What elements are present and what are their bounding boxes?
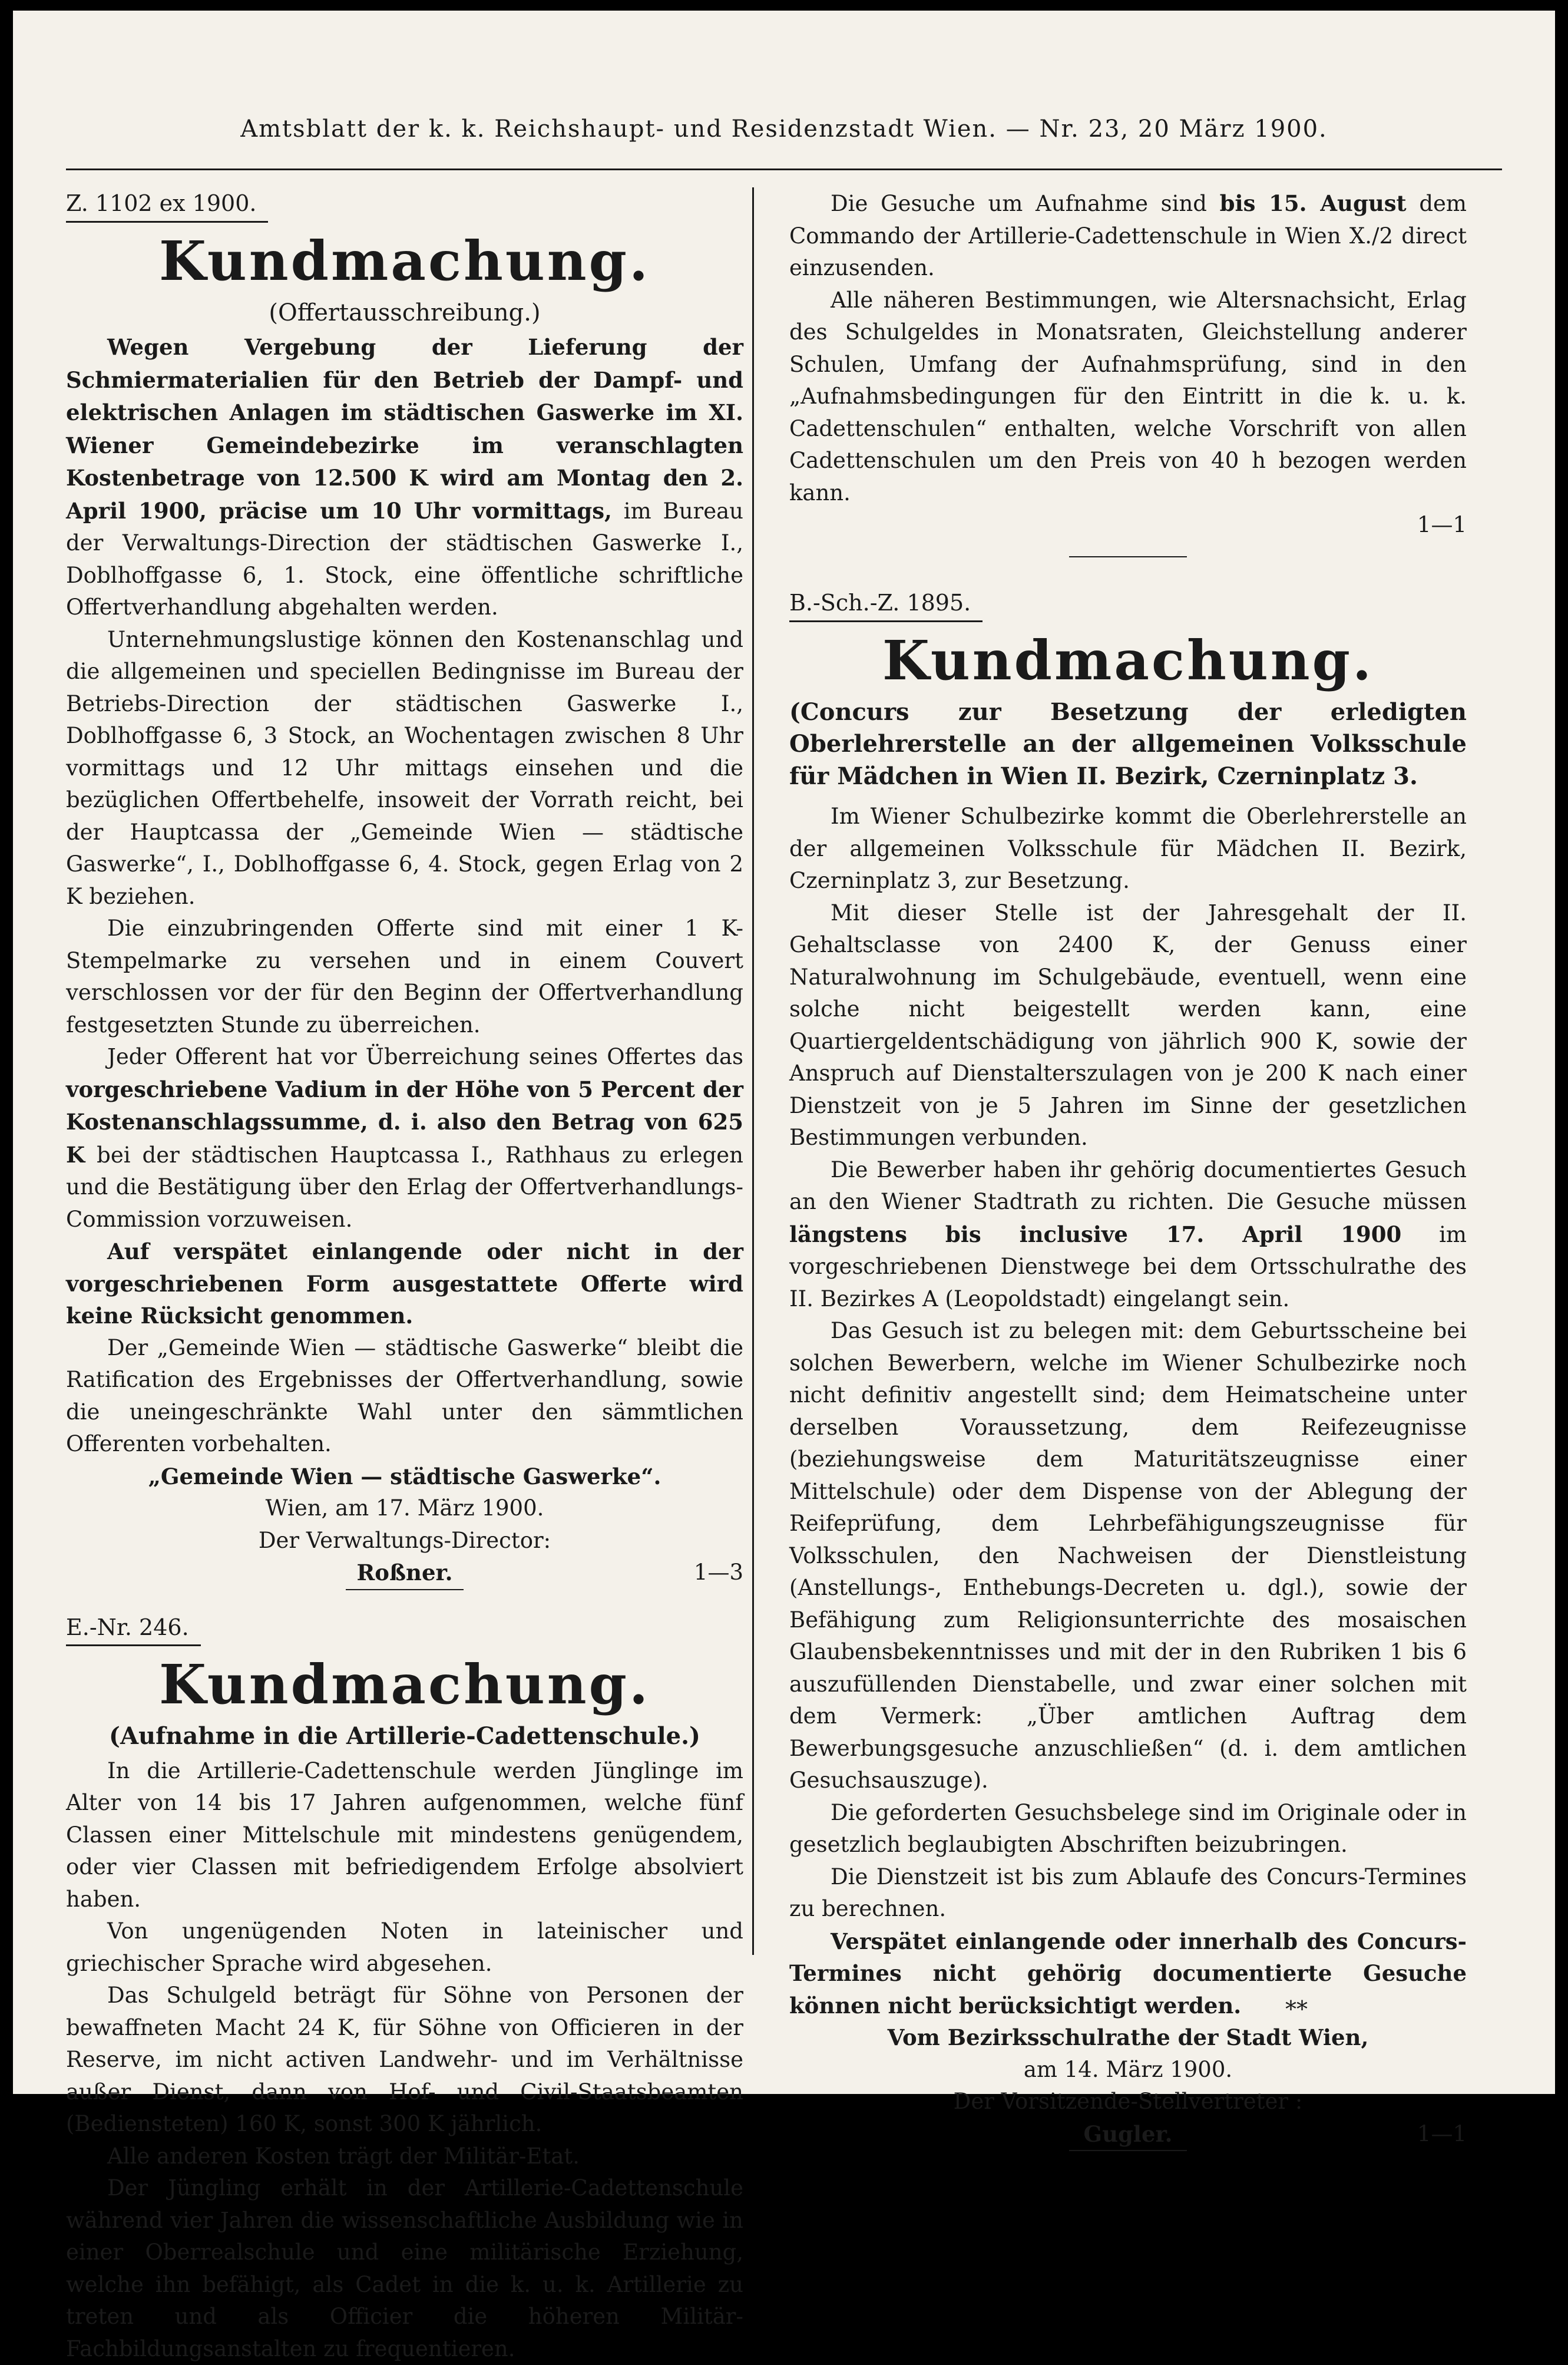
notice3-number: 1—1 [1417, 2120, 1467, 2146]
notice1-paragraph-1: Wegen Vergebung der Lieferung der Schmiermaterialien für den Betrieb der Dampf- und elektrischen Anlagen im städtischen Gaswerke im XI. Wiener Gemeindebezirke im veranschlagten Kostenbetrage von 12.500 K wird am Montag den 2. April 1900, präcise um 10 Uhr vormittags, im Bureau der Verwaltungs-Direction der städtischen Gaswerke I., Doblhoffgasse 6, 1. Stock, eine öffentliche schriftliche Offertverhandlung abgehalten werden. [66, 334, 743, 620]
notice1-paragraph-4: Jeder Offerent hat vor Überreichung seines Offertes das vorgeschriebene Vadium in der Höhe von 5 Percent der Kostenanschlagssumme, d. i. also den Betrag von 625 K bei der städtischen Hauptcassa I., Rathhaus zu erlegen und die Bestätigung über den Erlag der Offertverhandlungs-Commission vorzuweisen. [66, 1044, 743, 1232]
right-column [789, 187, 1467, 2151]
footer-mark: ** [1285, 1996, 1308, 2022]
notice3-paragraph-7: Verspätet einlangende oder innerhalb des Concurs-Termines nicht gehörig documentierte Gesuche können nicht berücksichtigt werden. [789, 1928, 1467, 2019]
notice1-signature [66, 1557, 743, 1589]
notice3-date: am 14. März 1900. [1023, 2056, 1233, 2082]
notice3-reference: B.-Sch.-Z. 1895. [789, 587, 983, 622]
notice2-paragraph-3: Das Schulgeld beträgt für Söhne von Personen der bewaffneten Macht 24 K, für Söhne von Officieren in der Reserve, im nicht activen Landwehr- und im Verhältnisse außer Dienst, dann von Hof- und Civil-Staatsbeamten (Bediensteten) 160 K, sonst 300 K jährlich. [66, 1983, 743, 2136]
notice2-reference: E.-Nr. 246. [66, 1611, 201, 1647]
notice1-closing: „Gemeinde Wien — städtische Gaswerke“. [148, 1463, 661, 1489]
notice1-reference: Z. 1102 ex 1900. [66, 187, 268, 223]
notice3-paragraph-5: Die geforderten Gesuchsbelege sind im Originale oder in gesetzlich beglaubigten Abschriften beizubringen. [789, 1799, 1467, 1857]
notice3-signer-role: Der Vorsitzende-Stellvertreter : [953, 2089, 1303, 2114]
notice3-signer: Gugler. [1083, 2120, 1173, 2147]
notice2-end-rule [1069, 556, 1187, 557]
notice1-paragraph-3: Die einzubringenden Offerte sind mit einer 1 K-Stempelmarke zu versehen und in einem Couvert verschlossen vor der für den Beginn der Offertverhandlung festgesetzten Stunde zu überreichen. [66, 916, 743, 1038]
notice2-signature [789, 509, 1467, 541]
notice2-subtitle: (Aufnahme in die Artillerie-Cadettenschule.) [109, 1722, 700, 1750]
notice1-signer-role: Der Verwaltungs-Director: [258, 1527, 551, 1553]
notice2-title: Kundmachung. [158, 1653, 651, 1716]
notice1-signer: Roßner. [356, 1560, 453, 1586]
notice2-number: 1—1 [1417, 512, 1467, 537]
column-divider [752, 187, 754, 1955]
notice2-paragraph-6: Die Gesuche um Aufnahme sind bis 15. August dem Commando der Artillerie-Cadettenschule in Wien X./2 direct einzusenden. [789, 190, 1467, 280]
page-header: Amtsblatt der k. k. Reichshaupt- und Residenzstadt Wien. — Nr. 23, 20 März 1900. [240, 115, 1328, 143]
notice3-paragraph-2: Mit dieser Stelle ist der Jahresgehalt der II. Gehaltsclasse von 2400 K, der Genuss einer Naturalwohnung im Schulgebäude, eventuell, wenn eine solche nicht beigestellt werden kann, eine Quartiergeldentschädigung von jährlich 900 K, sowie der Anspruch auf Dienstalterszulagen von je 200 K nach einer Dienstzeit von je 5 Jahren im Sinne der gesetzlichen Bestimmungen verbunden. [789, 900, 1467, 1150]
notice3-paragraph-4: Das Gesuch ist zu belegen mit: dem Geburtsscheine bei solchen Bewerbern, welche im Wiener Schulbezirke noch nicht definitiv angestellt sind; dem Heimatscheine unter derselben Voraussetzung, dem Reifezeugnisse (beziehungsweise dem Maturitätszeugnisse einer Mittelschule) oder dem Dispense von der Ablegung der Reifeprüfung, dem Lehrbefähigungszeugnisse für Volksschulen, den Nachweisen der Dienstleistung (Anstellungs-, Enthebungs-Decreten u. dgl.), sowie der Befähigung zum Religionsunterrichte des mosaischen Glaubensbekenntnisses und mit der in den Rubriken 1 bis 6 auszufüllenden Dienstabelle, und zwar einer solchen mit dem Vermerk: „Über amtlichen Auftrag dem Bewerbungsgesuche anzuschließen“ (d. i. dem amtlichen Gesuchsauszuge). [789, 1318, 1467, 1793]
newspaper-page [13, 11, 1555, 2361]
notice1-place-date: Wien, am 17. März 1900. [265, 1495, 544, 1521]
notice3-subtitle: (Concurs zur Besetzung der erledigten Oberlehrerstelle an der allgemeinen Volksschule für Mädchen in Wien II. Bezirk, Czerninplatz 3. [789, 698, 1467, 790]
header-rule [66, 169, 1502, 170]
notice3-signature [789, 2118, 1467, 2151]
notice3-paragraph-6: Die Dienstzeit ist bis zum Ablaufe des Concurs-Termines zu berechnen. [789, 1864, 1467, 1921]
notice3-paragraph-1: Im Wiener Schulbezirke kommt die Oberlehrerstelle an der allgemeinen Volksschule für Mädchen II. Bezirk, Czerninplatz 3, zur Besetzung. [789, 804, 1467, 893]
notice3-paragraph-3: Die Bewerber haben ihr gehörig documentiertes Gesuch an den Wiener Stadtrath zu richten. Die Gesuche müssen längstens bis inclusive 17. April 1900 im vorgeschriebenen Dienstwege bei dem Ortsschulrathe des II. Bezirkes A (Leopoldstadt) eingelangt sein. [789, 1157, 1467, 1312]
notice2-paragraph-1: In die Artillerie-Cadettenschule werden Jünglinge im Alter von 14 bis 17 Jahren aufgenommen, welche fünf Classen einer Mittelschule mit mindestens genügendem, oder vier Classen mit befriedigendem Erfolge absolviert haben. [66, 1758, 743, 1912]
notice1-subtitle: (Offertausschreibung.) [269, 299, 541, 326]
notice2-paragraph-7: Alle näheren Bestimmungen, wie Altersnachsicht, Erlag des Schulgeldes in Monatsraten, Gleichstellung anderer Schulen, Umfang der Aufnahmsprüfung, sind in den „Aufnahmsbedingungen für den Eintritt in die k. u. k. Cadettenschulen“ enthalten, welche Vorschrift von allen Cadettenschulen um den Preis von 40 h bezogen werden kann. [789, 287, 1467, 506]
notice1-title: Kundmachung. [158, 229, 651, 293]
left-column [66, 187, 743, 2365]
notice1-paragraph-6: Der „Gemeinde Wien — städtische Gaswerke“ bleibt die Ratification des Ergebnisses der Offertverhandlung, sowie die uneingeschränkte Wahl unter den sämmtlichen Offerenten vorbehalten. [66, 1335, 743, 1456]
notice2-paragraph-2: Von ungenügenden Noten in lateinischer und griechischer Sprache wird abgesehen. [66, 1918, 743, 1976]
notice1-paragraph-2: Unternehmungslustige können den Kostenanschlag und die allgemeinen und speciellen Bedingnisse im Bureau der Betriebs-Direction der städtischen Gaswerke I., Doblhoffgasse 6, 3 Stock, an Wochentagen zwischen 8 Uhr vormittags und 12 Uhr mittags einsehen und die bezüglichen Offertbehelfe, insoweit der Vorrath reicht, bei der Hauptcassa der „Gemeinde Wien — städtische Gaswerke“, I., Doblhoffgasse 6, 4. Stock, gegen Erlag von 2 K beziehen. [66, 626, 743, 909]
notice1-paragraph-5: Auf verspätet einlangende oder nicht in der vorgeschriebenen Form ausgestattete Offerte wird keine Rücksicht genommen. [66, 1238, 743, 1329]
notice1-number: 1—3 [693, 1560, 743, 1585]
notice3-authority: Vom Bezirksschulrathe der Stadt Wien, [887, 2024, 1369, 2050]
notice2-paragraph-5: Der Jüngling erhält in der Artillerie-Cadettenschule während vier Jahren die wissenschaftliche Ausbildung wie in einer Oberrealschule und eine militärische Erziehung, welche ihn befähigt, als Cadet in die k. u. k. Artillerie zu treten und als Officier die höheren Militär-Fachbildungsanstalten zu frequentieren. [66, 2175, 743, 2361]
notice3-end-rule [1069, 2150, 1187, 2151]
notice3-title: Kundmachung. [882, 628, 1374, 692]
notice2-paragraph-4: Alle anderen Kosten trägt der Militär-Etat. [107, 2143, 580, 2169]
